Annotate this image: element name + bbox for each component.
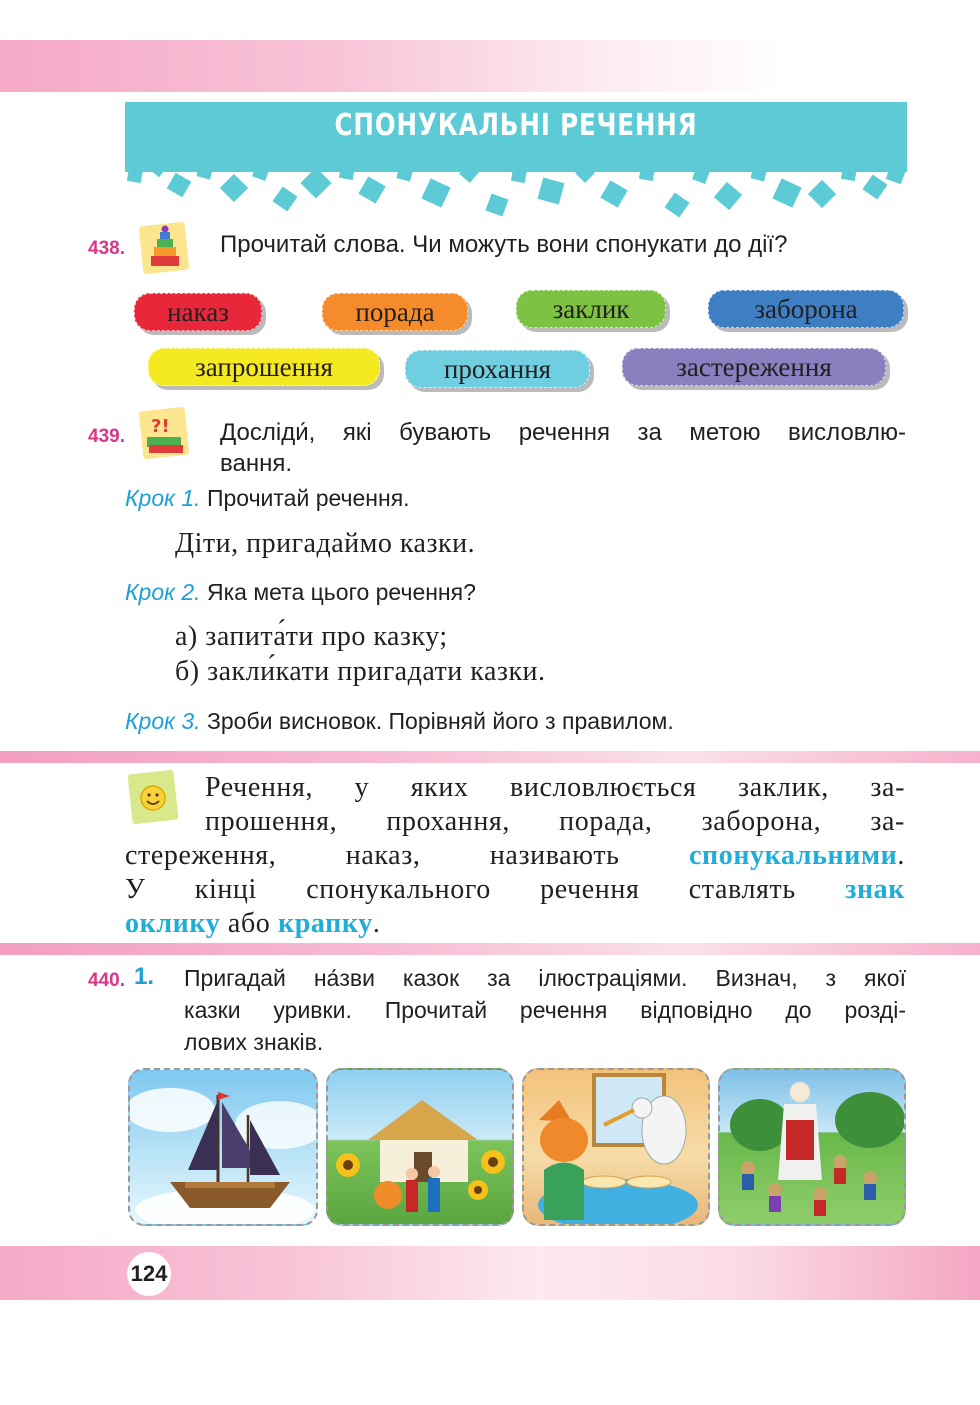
term-oklyku: оклику — [125, 908, 221, 939]
fox-and-crane-illustration — [522, 1068, 710, 1226]
step-2-text: Яка мета цього речення? — [206, 579, 476, 605]
example-sentence: Діти, пригадаймо казки. — [175, 528, 476, 559]
exercise-439-line1: Досліди́, які бувають речення за метою висловлю- — [220, 419, 906, 446]
word-pill-porada — [322, 293, 468, 331]
term-krapku: крапку — [278, 908, 373, 939]
word-label: порада — [355, 296, 435, 327]
rule-text-segment: або — [227, 908, 271, 939]
step-2 — [125, 579, 476, 606]
word-pill-zaklyk — [516, 290, 666, 328]
exercise-number-440: 440. — [88, 970, 125, 991]
word-label: наказ — [167, 296, 229, 327]
rule-text-segment: стереження, наказ, називають — [125, 840, 620, 871]
rule-punct: . — [897, 840, 905, 871]
step-1-label: Крок 1. — [125, 485, 201, 511]
rule-text-segment: У кінці спонукального речення ставлять — [125, 874, 796, 905]
exercise-number-439: 439. — [88, 426, 125, 447]
step-2-label: Крок 2. — [125, 579, 201, 605]
option-a: а) запита́ти про казку; — [175, 621, 448, 652]
option-b: б) закли́кати пригадати казки. — [175, 656, 546, 687]
term-znak: знак — [845, 874, 906, 905]
flying-ship-illustration — [128, 1068, 318, 1226]
subtask-number: 1. — [134, 963, 155, 990]
question-book-icon — [137, 405, 191, 466]
step-1 — [125, 485, 410, 512]
exercise-438-text: Прочитай слова. Чи можуть вони спонукати до дії? — [220, 231, 788, 258]
top-decor-band — [0, 40, 980, 92]
step-1-text: Прочитай речення. — [206, 485, 410, 511]
step-3-label: Крок 3. — [125, 708, 201, 734]
page-number: 124 — [127, 1252, 171, 1296]
svg-text:?!: ?! — [151, 416, 170, 437]
exercise-440-line2: казки уривки. Прочитай речення відповідно до розді- — [184, 997, 906, 1023]
smiley-note-icon — [126, 768, 182, 833]
word-label: застереження — [676, 351, 832, 382]
word-label: заборона — [754, 293, 858, 324]
rule-top-divider — [0, 751, 980, 763]
word-pill-zaproshennia — [148, 348, 380, 386]
exercise-440-line1: Пригадай на́зви казок за ілюстраціями. Визнач, з якої — [184, 965, 906, 991]
rule-line-2: прошення, прохання, порада, заборона, за- — [205, 806, 905, 837]
word-label: прохання — [443, 353, 552, 384]
page-title: СПОНУКАЛЬНІ РЕЧЕННЯ — [334, 108, 698, 143]
step-3-text: Зроби висновок. Порівняй його з правилом. — [206, 708, 674, 734]
rule-line-1: Речення, у яких висловлюється заклик, за- — [205, 772, 905, 803]
step-3 — [125, 708, 674, 735]
rule-line-5 — [125, 907, 380, 941]
word-pill-zaborona — [708, 290, 904, 328]
word-pill-prokhannia — [405, 350, 590, 388]
word-pill-nakaz — [134, 293, 262, 331]
word-pill-zasterezhennia — [622, 348, 886, 386]
term-spontukalnymy: спонукальними — [688, 840, 898, 871]
exercise-number-438: 438. — [88, 238, 125, 259]
rule-line-4 — [125, 873, 905, 907]
exercise-440-line3: лових знаків. — [184, 1029, 324, 1055]
village-sunflowers-illustration — [326, 1068, 514, 1226]
rule-bottom-divider — [0, 943, 980, 955]
exercise-439-line2: вання. — [220, 450, 292, 477]
rule-punct: . — [372, 908, 381, 939]
word-label: заклик — [552, 293, 630, 324]
goat-and-kids-illustration — [718, 1068, 906, 1226]
rule-line-3 — [125, 839, 905, 873]
pyramid-toy-icon — [137, 220, 191, 281]
word-label: запрошення — [195, 351, 333, 382]
